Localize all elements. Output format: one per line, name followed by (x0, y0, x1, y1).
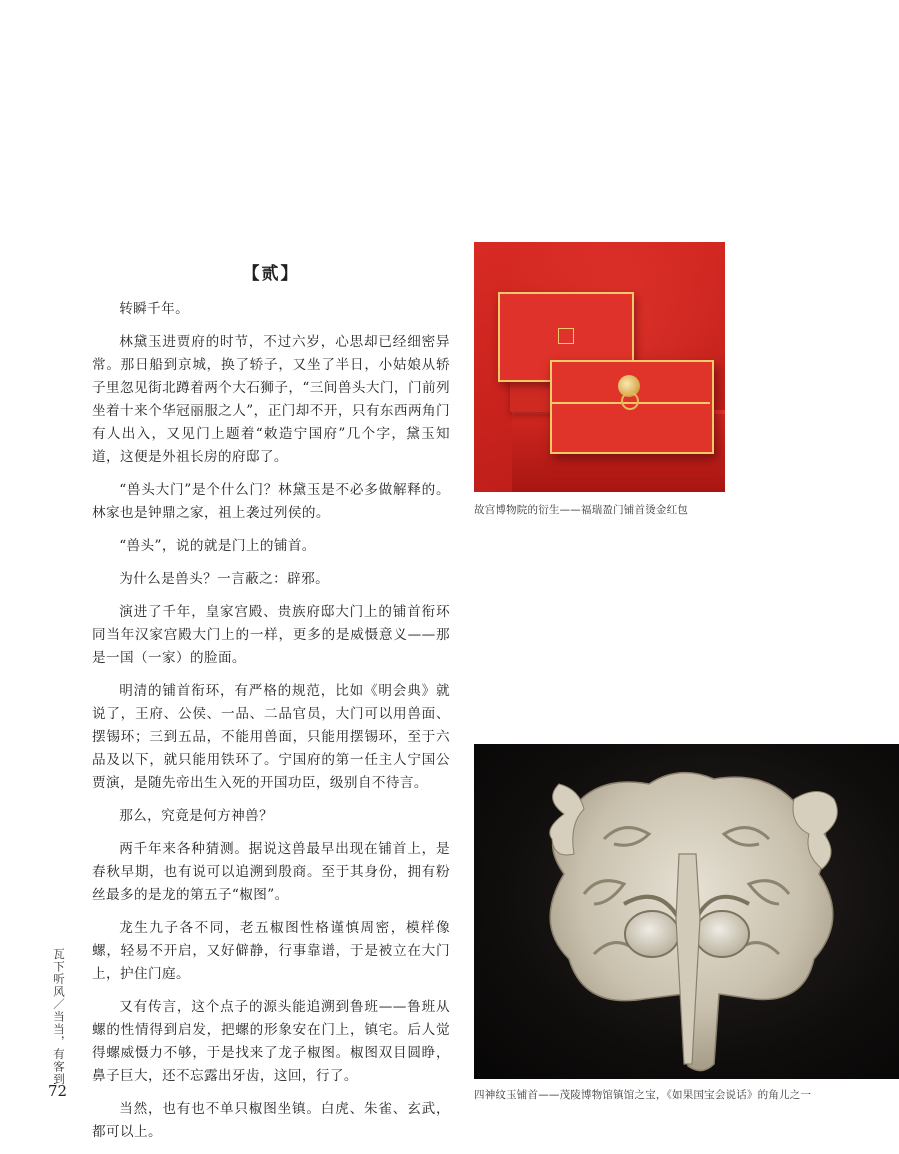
jade-pushou-illustration (474, 744, 899, 1079)
paragraph: 龙生九子各不同，老五椒图性格谨慎周密，模样像螺，轻易不开启，又好僻静，行事靠谱，于是被立在大门上，护住门庭。 (92, 920, 450, 982)
paragraph: 演进了千年，皇家宫殿、贵族府邸大门上的铺首衔环同当年汉家宫殿大门上的一样，更多的是威慑意义——那是一国（一家）的脸面。 (92, 604, 450, 666)
right-eye (695, 911, 749, 957)
paragraph: 那么，究竟是何方神兽？ (119, 808, 274, 824)
paragraph: 明清的铺首衔环，有严格的规范，比如《明会典》就说了，王府、公侯、一品、二品官员，大门可以用兽面、摆锡环；三到五品，不能用兽面，只能用摆锡环，至于六品及以下，就只能用铁环了。宁国府的第一任主人宁国公贾演，是随先帝出生入死的开国功臣，级别自不待言。 (92, 683, 450, 791)
red-envelope-photo (474, 242, 725, 492)
page-number: 72 (48, 1082, 68, 1100)
paragraph: “兽头”，说的就是门上的铺首。 (119, 538, 316, 554)
paragraph: 为什么是兽头？一言蔽之：辟邪。 (119, 571, 330, 587)
paragraph: “兽头大门”是个什么门？林黛玉是不必多做解释的。林家也是钟鼎之家，祖上袭过列侯的。 (92, 482, 450, 521)
paragraph: 转瞬千年。 (119, 301, 190, 317)
paragraph: 当然，也有也不单只椒图坐镇。白虎、朱雀、玄武，都可以上。 (92, 1101, 450, 1140)
image-caption: 四神纹玉铺首——茂陵博物馆镇馆之宝，《如果国宝会说话》的角儿之一 (474, 1089, 812, 1101)
left-eye (625, 911, 679, 957)
jade-pushou-photo (474, 744, 899, 1079)
paragraph: 又有传言，这个点子的源头能追溯到鲁班——鲁班从螺的性情得到启发，把螺的形象安在门上，镇宅。后人觉得螺威慑力不够，于是找来了龙子椒图。椒图双目圆睁，鼻子巨大，还不忘露出牙齿，这回，行了。 (92, 999, 450, 1084)
paragraph: 林黛玉进贾府的时节，不过六岁，心思却已经细密异常。那日船到京城，换了轿子，又坐了半日，小姑娘从轿子里忽见街北蹲着两个大石狮子，“三间兽头大门，门前列坐着十来个华冠丽服之人”，正门却不开，只有东西两角门有人出入，又见门上题着“敕造宁国府”几个字，黛玉知道，这便是外祖长房的府邸了。 (92, 334, 450, 465)
column-label: 瓦下听风／当当，有客到 (52, 948, 66, 1086)
section-title: 【贰】 (242, 264, 300, 284)
image-caption: 故宫博物院的衍生——福瑞盈门铺首烫金红包 (474, 504, 688, 516)
article-column (92, 262, 450, 1154)
paragraph: 两千年来各种猜测。据说这兽最早出现在铺首上，是春秋早期，也有说可以追溯到殷商。至于其身份，拥有粉丝最多的是龙的第五子“椒图”。 (92, 841, 450, 903)
